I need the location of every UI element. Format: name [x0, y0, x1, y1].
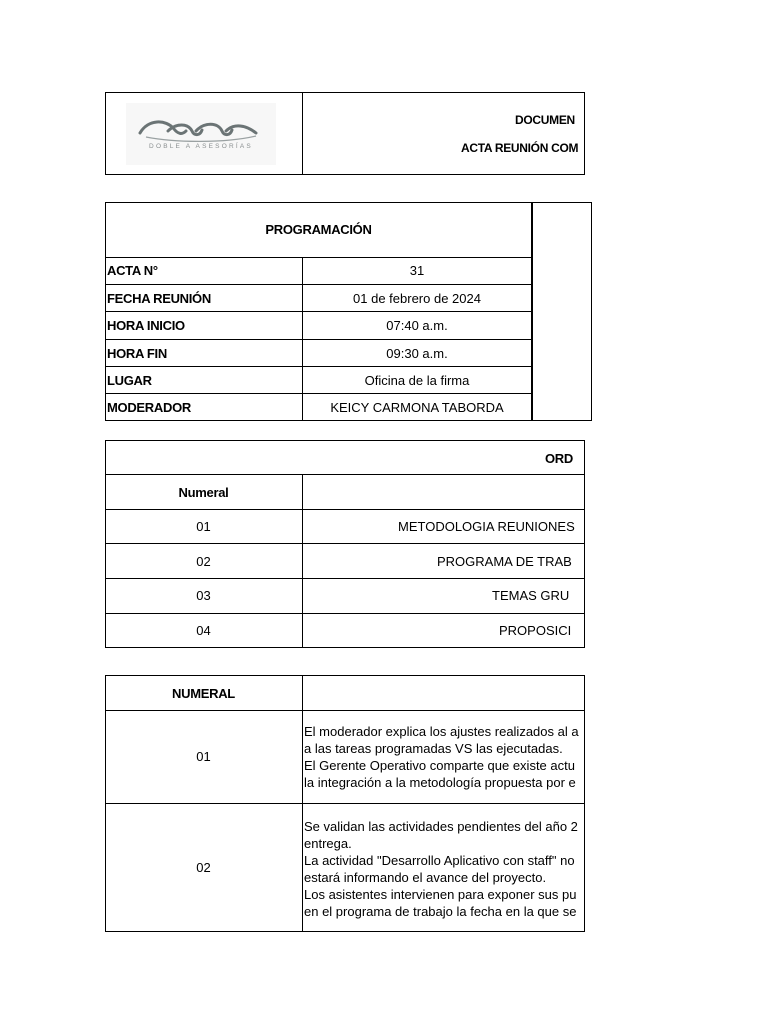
- programacion-title: PROGRAMACIÓN: [265, 222, 372, 237]
- label-hora-inicio: HORA INICIO: [107, 318, 185, 333]
- value-moderador: KEICY CARMONA TABORDA: [330, 400, 504, 415]
- orden-table: [105, 440, 585, 648]
- value-fecha: 01 de febrero de 2024: [353, 291, 481, 306]
- desarrollo-row-text: El moderador explica los ajustes realizados al a a las tareas programadas VS las ejecutadas. El Gerente Operativo comparte que existe actu la integración a la metodología propuesta por e: [304, 724, 579, 790]
- programacion-side-panel: [532, 202, 592, 421]
- value-lugar: Oficina de la firma: [364, 373, 470, 388]
- desarrollo-col-numeral: NUMERAL: [172, 686, 235, 701]
- orden-row-num: 02: [196, 554, 211, 569]
- value-acta: 31: [409, 263, 425, 278]
- label-fecha: FECHA REUNIÓN: [107, 291, 211, 306]
- document-subtitle: ACTA REUNIÓN COM: [461, 141, 579, 155]
- orden-col-numeral: Numeral: [178, 485, 229, 500]
- logo-text: DOBLE A ASESORÍAS: [149, 143, 253, 150]
- orden-row-text: METODOLOGIA REUNIONES: [398, 519, 575, 534]
- value-hora-fin: 09:30 a.m.: [386, 346, 448, 361]
- orden-row-num: 01: [196, 519, 211, 534]
- orden-row-num: 04: [196, 623, 211, 638]
- orden-row-text: TEMAS GRU: [492, 588, 570, 603]
- value-hora-inicio: 07:40 a.m.: [386, 318, 448, 333]
- label-moderador: MODERADOR: [107, 400, 191, 415]
- orden-row-num: 03: [196, 588, 211, 603]
- document-title: DOCUMEN: [515, 113, 575, 127]
- label-hora-fin: HORA FIN: [107, 346, 167, 361]
- label-acta: ACTA N°: [107, 263, 158, 278]
- orden-row-text: PROPOSICI: [499, 623, 572, 638]
- company-logo: [126, 103, 276, 165]
- desarrollo-row-num: 02: [196, 860, 211, 875]
- orden-row-text: PROGRAMA DE TRAB: [437, 554, 572, 569]
- label-lugar: LUGAR: [107, 373, 152, 388]
- desarrollo-row-text: Se validan las actividades pendientes del año 2 entrega. La actividad "Desarrollo Aplicativo con staff" no estará informando el avance del proyecto. Los asistentes intervienen para exponer sus pu en el programa de trabajo la fecha en la que se: [304, 819, 578, 919]
- desarrollo-row-num: 01: [196, 749, 211, 764]
- orden-title: ORD: [545, 451, 573, 466]
